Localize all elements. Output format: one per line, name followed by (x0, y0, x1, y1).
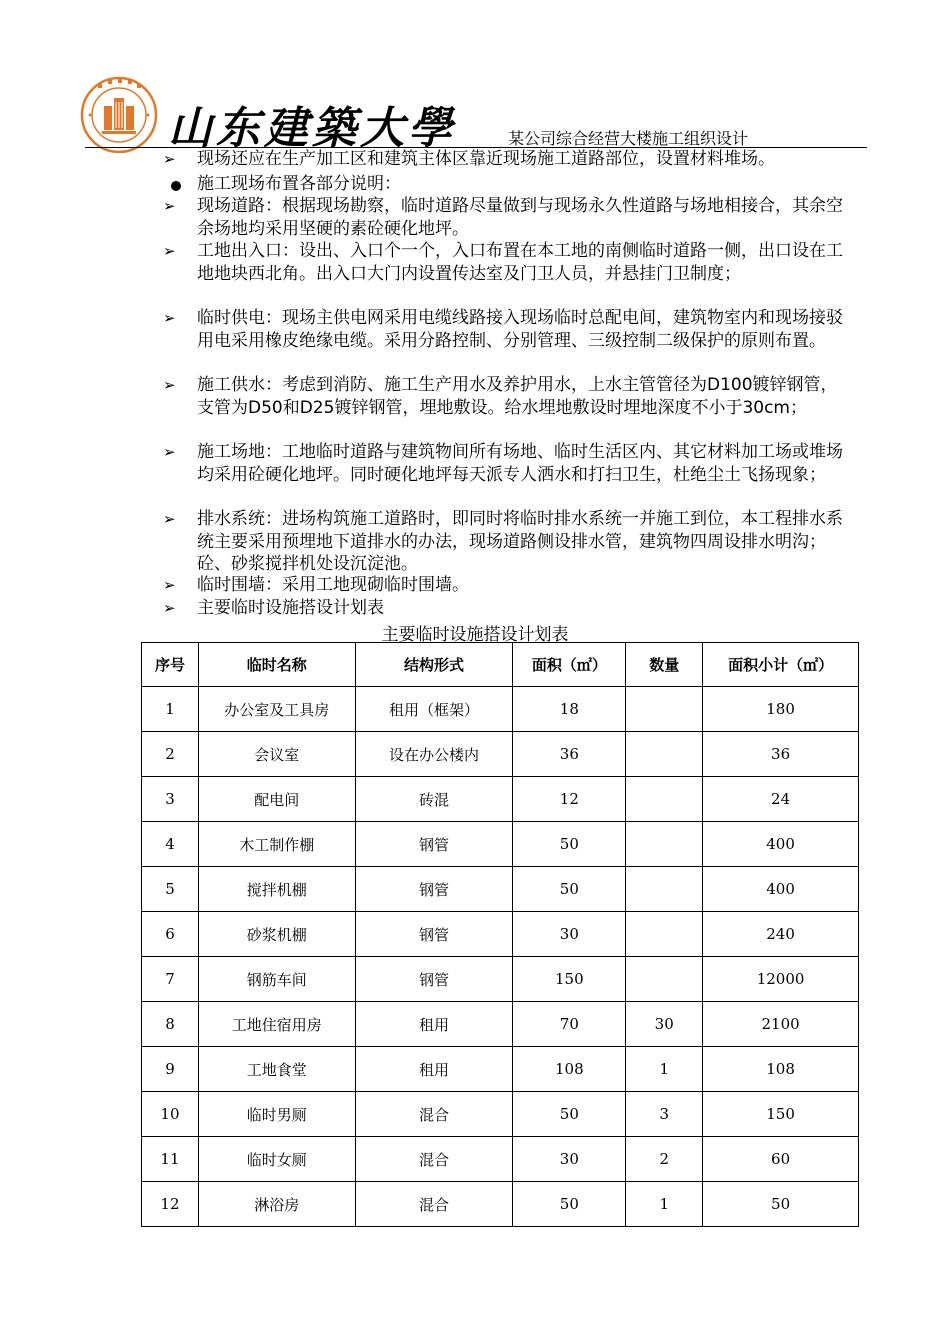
list-item-text: 排水系统：进场构筑施工道路时，即同时将临时排水系统一并施工到位，本工程排水系统主要采用预埋地下道排水的办法，现场道路侧设排水管，建筑物四周设排水明沟；砼、砂浆搅拌机处设沉淀池。 (197, 509, 843, 574)
list-item (163, 374, 853, 419)
cell-quantity: 2 (626, 1137, 703, 1182)
document-title: 某公司综合经营大楼施工组织设计 (508, 129, 749, 148)
cell-area: 50 (513, 1092, 626, 1137)
list-item-text: 工地出入口：设出、入口个一个，入口布置在本工地的南侧临时道路一侧，出口设在工地地块西北角。出入口大门内设置传达室及门卫人员，并悬挂门卫制度； (197, 241, 843, 284)
cell-quantity: 1 (626, 1047, 703, 1092)
cell-area: 50 (513, 822, 626, 867)
list-item (163, 307, 853, 352)
list-item (163, 240, 853, 285)
facilities-table (141, 642, 859, 1227)
list-item-text: 临时供电：现场主供电网采用电缆线路接入现场临时总配电间，建筑物室内和现场接驳用电采用橡皮绝缘电缆。采用分路控制、分别管理、三级控制二级保护的原则布置。 (197, 308, 843, 351)
table-row (142, 1002, 859, 1047)
cell-name: 临时女厕 (198, 1137, 355, 1182)
arrow-bullet-icon: ➢ (163, 242, 176, 260)
cell-quantity (626, 957, 703, 1002)
cell-name: 钢筋车间 (198, 957, 355, 1002)
cell-area: 18 (513, 687, 626, 732)
table-row (142, 777, 859, 822)
cell-structure: 砖混 (355, 777, 513, 822)
arrow-bullet-icon: ➢ (163, 576, 176, 594)
cell-name: 配电间 (198, 777, 355, 822)
column-header-quantity: 数量 (626, 643, 703, 687)
cell-area-subtotal: 60 (703, 1137, 859, 1182)
arrow-bullet-icon: ➢ (163, 510, 176, 528)
arrow-bullet-icon: ➢ (163, 443, 176, 461)
list-item-text: 施工供水：考虑到消防、施工生产用水及养护用水，上水主管管径为D100镀锌钢管，支管为D50和D25镀锌钢管，埋地敷设。给水埋地敷设时埋地深度不小于30cm； (197, 375, 838, 418)
cell-area: 108 (513, 1047, 626, 1092)
list-item-text: 临时围墙：采用工地现砌临时围墙。 (197, 575, 469, 595)
cell-structure: 混合 (355, 1137, 513, 1182)
cell-structure: 钢管 (355, 822, 513, 867)
table-row (142, 687, 859, 732)
cell-structure: 设在办公楼内 (355, 732, 513, 777)
cell-structure: 钢管 (355, 867, 513, 912)
cell-area: 12 (513, 777, 626, 822)
table-body (142, 687, 859, 1227)
table-row (142, 867, 859, 912)
cell-index: 2 (142, 732, 199, 777)
cell-quantity: 3 (626, 1092, 703, 1137)
cell-quantity (626, 687, 703, 732)
table-header-row (142, 643, 859, 687)
cell-index: 11 (142, 1137, 199, 1182)
cell-area: 50 (513, 867, 626, 912)
university-seal-logo (80, 76, 158, 154)
cell-name: 办公室及工具房 (198, 687, 355, 732)
cell-quantity (626, 912, 703, 957)
cell-name: 工地住宿用房 (198, 1002, 355, 1047)
cell-area-subtotal: 400 (703, 867, 859, 912)
table-row (142, 1047, 859, 1092)
list-item (163, 508, 853, 576)
cell-name: 木工制作棚 (198, 822, 355, 867)
cell-area-subtotal: 400 (703, 822, 859, 867)
cell-name: 会议室 (198, 732, 355, 777)
cell-area: 70 (513, 1002, 626, 1047)
cell-quantity: 30 (626, 1002, 703, 1047)
cell-area-subtotal: 50 (703, 1182, 859, 1227)
list-item (163, 574, 853, 597)
list-item (163, 195, 853, 240)
cell-name: 工地食堂 (198, 1047, 355, 1092)
arrow-bullet-icon: ➢ (163, 197, 176, 215)
cell-structure: 租用 (355, 1047, 513, 1092)
cell-name: 临时男厕 (198, 1092, 355, 1137)
cell-area-subtotal: 180 (703, 687, 859, 732)
list-item-text: 现场还应在生产加工区和建筑主体区靠近现场施工道路部位，设置材料堆场。 (197, 149, 775, 169)
arrow-bullet-icon: ➢ (163, 309, 176, 327)
table-row (142, 957, 859, 1002)
list-item (163, 148, 853, 171)
table-row (142, 822, 859, 867)
cell-area: 150 (513, 957, 626, 1002)
cell-index: 10 (142, 1092, 199, 1137)
arrow-bullet-icon: ➢ (163, 150, 176, 168)
section-heading (163, 173, 853, 196)
cell-area: 36 (513, 732, 626, 777)
cell-area-subtotal: 12000 (703, 957, 859, 1002)
cell-index: 7 (142, 957, 199, 1002)
arrow-bullet-icon: ➢ (163, 376, 176, 394)
column-header-area: 面积（㎡） (513, 643, 626, 687)
page-header (0, 0, 950, 154)
cell-index: 1 (142, 687, 199, 732)
school-name-logo: 山东建築大學 (168, 103, 456, 154)
cell-name: 搅拌机棚 (198, 867, 355, 912)
cell-area-subtotal: 36 (703, 732, 859, 777)
cell-index: 8 (142, 1002, 199, 1047)
table-caption: 主要临时设施搭设计划表 (381, 625, 569, 645)
cell-structure: 租用（框架） (355, 687, 513, 732)
cell-area-subtotal: 108 (703, 1047, 859, 1092)
cell-index: 5 (142, 867, 199, 912)
list-item-text: 施工场地：工地临时道路与建筑物间所有场地、临时生活区内、其它材料加工场或堆场均采用砼硬化地坪。同时硬化地坪每天派专人洒水和打扫卫生，杜绝尘土飞扬现象； (197, 442, 843, 485)
column-header-name: 临时名称 (198, 643, 355, 687)
cell-area: 30 (513, 912, 626, 957)
cell-quantity (626, 777, 703, 822)
cell-area-subtotal: 240 (703, 912, 859, 957)
cell-index: 3 (142, 777, 199, 822)
cell-quantity (626, 732, 703, 777)
cell-index: 9 (142, 1047, 199, 1092)
column-header-structure: 结构形式 (355, 643, 513, 687)
cell-area: 50 (513, 1182, 626, 1227)
section-heading-text: 施工现场布置各部分说明： (197, 174, 401, 194)
cell-index: 4 (142, 822, 199, 867)
column-header-index: 序号 (142, 643, 199, 687)
cell-area: 30 (513, 1137, 626, 1182)
table-row (142, 1137, 859, 1182)
round-bullet-icon (171, 181, 181, 191)
list-item (163, 441, 853, 486)
table-row (142, 732, 859, 777)
list-item-text: 主要临时设施搭设计划表 (197, 598, 384, 618)
cell-quantity (626, 822, 703, 867)
cell-area-subtotal: 150 (703, 1092, 859, 1137)
cell-structure: 混合 (355, 1092, 513, 1137)
column-header-area-subtotal: 面积小计（㎡） (703, 643, 859, 687)
cell-quantity: 1 (626, 1182, 703, 1227)
list-item-text: 现场道路：根据现场勘察，临时道路尽量做到与现场永久性道路与场地相接合，其余空余场地均采用坚硬的素砼硬化地坪。 (197, 196, 843, 239)
cell-name: 砂浆机棚 (198, 912, 355, 957)
cell-name: 淋浴房 (198, 1182, 355, 1227)
cell-structure: 混合 (355, 1182, 513, 1227)
cell-index: 6 (142, 912, 199, 957)
table-row (142, 1092, 859, 1137)
cell-area-subtotal: 2100 (703, 1002, 859, 1047)
arrow-bullet-icon: ➢ (163, 599, 176, 617)
cell-structure: 租用 (355, 1002, 513, 1047)
list-item (163, 597, 853, 620)
cell-area-subtotal: 24 (703, 777, 859, 822)
table-row (142, 912, 859, 957)
cell-structure: 钢管 (355, 957, 513, 1002)
cell-structure: 钢管 (355, 912, 513, 957)
table-row (142, 1182, 859, 1227)
cell-quantity (626, 867, 703, 912)
cell-index: 12 (142, 1182, 199, 1227)
